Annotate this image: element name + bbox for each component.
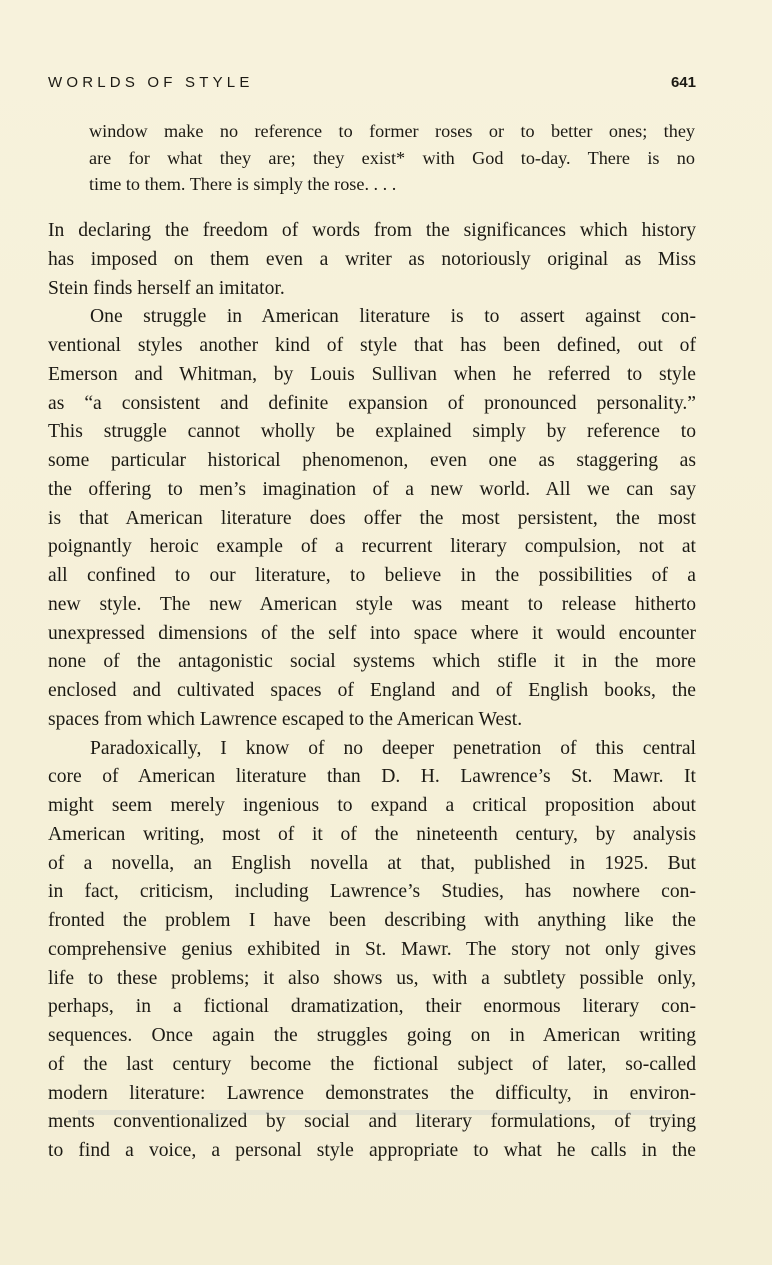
text-line: In declaring the freedom of words from the significances which history [48,220,696,241]
text-line: some particular historical phenomenon, even one as staggering as [48,450,696,471]
text-line: fronted the problem I have been describing with anything like the [48,910,696,931]
text-line: has imposed on them even a writer as notoriously original as Miss [48,248,696,270]
text-line: ventional styles another kind of style that has been defined, out of [48,335,696,356]
text-line: poignantly heroic example of a recurrent literary compulsion, not at [48,536,696,558]
bottom-shadow-rule [78,1110,672,1115]
quote-line: window make no reference to former roses or to better ones; they [89,121,695,141]
text-line: might seem merely ingenious to expand a critical proposition about [48,795,696,816]
text-line: in fact, criticism, including Lawrence’s Studies, has nowhere con- [48,881,696,903]
text-line: all confined to our literature, to believe in the possibilities of a [48,565,696,586]
text-line: This struggle cannot wholly be explained simply by reference to [48,421,696,443]
quote-line: are for what they are; they exist* with God to-day. There is no [89,147,695,168]
running-title: WORLDS OF STYLE [48,74,254,91]
text-line: the offering to men’s imagination of a new world. All we can say [48,478,696,500]
text-line: life to these problems; it also shows us, with a subtlety possible only, [48,967,696,989]
text-line: Emerson and Whitman, by Louis Sullivan when he referred to style [48,363,696,385]
text-line: Stein finds herself an imitator. [48,277,285,299]
text-line: spaces from which Lawrence escaped to the American West. [48,708,523,730]
text-line: none of the antagonistic social systems which stifle it in the more [48,651,696,673]
text-line: is that American literature does offer the most persistent, the most [48,507,696,529]
running-head [48,74,696,98]
text-line: of the last century become the fictional subject of later, so-called [48,1053,696,1075]
text-line: new style. The new American style was meant to release hitherto [48,593,696,615]
text-line: Paradoxically, I know of no deeper penetration of this central [90,737,696,759]
text-line: perhaps, in a fictional dramatization, their enormous literary con- [48,996,696,1018]
text-line: sequences. Once again the struggles going on in American writing [48,1025,696,1046]
text-line: enclosed and cultivated spaces of England and of English books, the [48,680,696,701]
text-line: modern literature: Lawrence demonstrates the difficulty, in environ- [48,1082,696,1104]
text-line: American writing, most of it of the nineteenth century, by analysis [48,823,696,845]
page-number: 641 [670,74,696,91]
text-line: as “a consistent and definite expansion of pronounced personality.” [48,392,696,414]
text-line: to find a voice, a personal style appropriate to what he calls in the [48,1140,696,1161]
body-text [48,217,696,1166]
text-line: core of American literature than D. H. Lawrence’s St. Mawr. It [48,766,696,788]
text-line: of a novella, an English novella at that, published in 1925. But [48,852,696,874]
block-quote [89,118,695,198]
text-line: unexpressed dimensions of the self into space where it would encounter [48,622,696,644]
text-line: ments conventionalized by social and literary formulations, of trying [48,1111,696,1133]
quote-line: time to them. There is simply the rose. . . . [89,174,397,194]
text-line: One struggle in American literature is to assert against con- [90,306,696,328]
text-line: comprehensive genius exhibited in St. Mawr. The story not only gives [48,938,696,960]
